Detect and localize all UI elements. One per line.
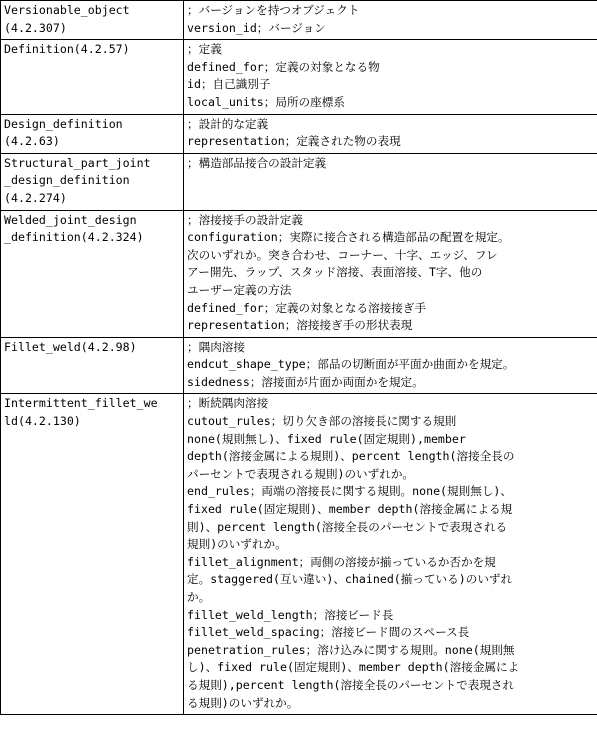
description-line: ；隅肉溶接 [187, 339, 245, 354]
entity-name-line: _design_definition [4, 173, 130, 188]
entity-description-cell [184, 210, 597, 337]
description-line: id；自己識別子 [187, 77, 271, 92]
description-line: local_units；局所の座標系 [187, 94, 345, 109]
description-line: ；構造部品接合の設計定義 [187, 155, 327, 170]
entity-name-cell [1, 337, 184, 394]
table-row [1, 114, 597, 153]
table-row [1, 337, 597, 394]
description-line: ユーザー定義の方法 [187, 282, 292, 297]
entity-description-cell [184, 394, 597, 715]
description-line: representation；溶接接ぎ手の形状表現 [187, 318, 413, 333]
entity-name-cell [1, 210, 184, 337]
entity-name-cell [1, 153, 184, 210]
description-line: 規則)のいずれか。 [187, 537, 287, 552]
entity-name-line: Intermittent_fillet_we [4, 396, 158, 411]
description-line: penetration_rules；溶け込みに関する規則。none(規則無 [187, 642, 515, 657]
entity-name-line: Definition(4.2.57) [4, 42, 130, 57]
description-line: る規則),percent length(溶接全長のパーセントで表現され [187, 677, 515, 692]
entity-name-line: (4.2.63) [4, 134, 60, 149]
description-line: パーセントで表現される規則)のいずれか。 [187, 466, 415, 481]
entity-description-cell [184, 153, 597, 210]
description-line: ；断続隅肉溶接 [187, 396, 269, 411]
entity-name-line: _definition(4.2.324) [4, 230, 144, 245]
description-line: representation；定義された物の表現 [187, 134, 401, 149]
description-line: ；定義 [187, 42, 222, 57]
entity-name-line: Design_definition [4, 116, 123, 131]
entity-name-line: (4.2.274) [4, 190, 67, 205]
entity-description-cell [184, 114, 597, 153]
table-body [1, 1, 597, 715]
description-line: endcut_shape_type；部品の切断面が平面か曲面かを規定。 [187, 357, 515, 372]
entity-name-cell [1, 394, 184, 715]
entity-name-line: Fillet_weld(4.2.98) [4, 339, 137, 354]
description-line: ；バージョンを持つオブジェクト [187, 3, 360, 17]
description-line: fillet_alignment；両側の溶接が揃っているか否かを規 [187, 554, 496, 569]
description-line: end_rules；両端の溶接長に関する規則。none(規則無し)、 [187, 484, 512, 499]
description-line: defined_for；定義の対象となる溶接接ぎ手 [187, 300, 427, 315]
description-line: 則)、percent length(溶接全長のパーセントで表現される [187, 519, 508, 534]
description-line: る規則)のいずれか。 [187, 695, 299, 710]
description-line: version_id；バージョン [187, 20, 326, 35]
table-row [1, 40, 597, 114]
description-line: fixed rule(固定規則)、member depth(溶接金属による規 [187, 502, 513, 517]
description-line: ；溶接接手の設計定義 [187, 212, 303, 227]
table-row [1, 210, 597, 337]
description-line: か。 [187, 590, 211, 604]
entity-name-cell [1, 40, 184, 114]
table-row [1, 394, 597, 715]
description-line: defined_for；定義の対象となる物 [187, 59, 380, 74]
description-line: none(規則無し)、fixed rule(固定規則),member [187, 431, 466, 446]
entity-name-line: ld(4.2.130) [4, 414, 81, 429]
entity-name-cell [1, 1, 184, 40]
entity-description-cell [184, 337, 597, 394]
table-row [1, 1, 597, 40]
entity-description-cell [184, 1, 597, 40]
description-line: fillet_weld_length；溶接ビード長 [187, 607, 394, 622]
description-line: し)、fixed rule(固定規則)、member depth(溶接金属によ [187, 660, 520, 675]
entity-name-cell [1, 114, 184, 153]
description-line: fillet_weld_spacing；溶接ビード間のスペース長 [187, 625, 470, 640]
description-line: depth(溶接金属による規則)、percent length(溶接全長の [187, 449, 515, 464]
entity-description-cell [184, 40, 597, 114]
description-line: configuration；実際に接合される構造部品の配置を規定。 [187, 230, 510, 245]
entity-name-line: Versionable_object [4, 3, 130, 17]
entity-name-line: Welded_joint_design [4, 212, 137, 227]
table-row [1, 153, 597, 210]
description-line: アー開先、ラップ、スタッド溶接、表面溶接、T字、他の [187, 265, 483, 280]
description-line: 定。staggered(互い違い)、chained(揃っている)のいずれ [187, 572, 513, 587]
entity-name-line: (4.2.307) [4, 20, 67, 35]
description-line: sidedness；溶接面が片面か両面かを規定。 [187, 374, 424, 389]
description-line: cutout_rules；切り欠き部の溶接長に関する規則 [187, 414, 457, 429]
description-line: 次のいずれか。突き合わせ、コーナー、十字、エッジ、フレ [187, 247, 498, 262]
description-line: ；設計的な定義 [187, 116, 269, 131]
entity-name-line: Structural_part_joint [4, 155, 151, 170]
